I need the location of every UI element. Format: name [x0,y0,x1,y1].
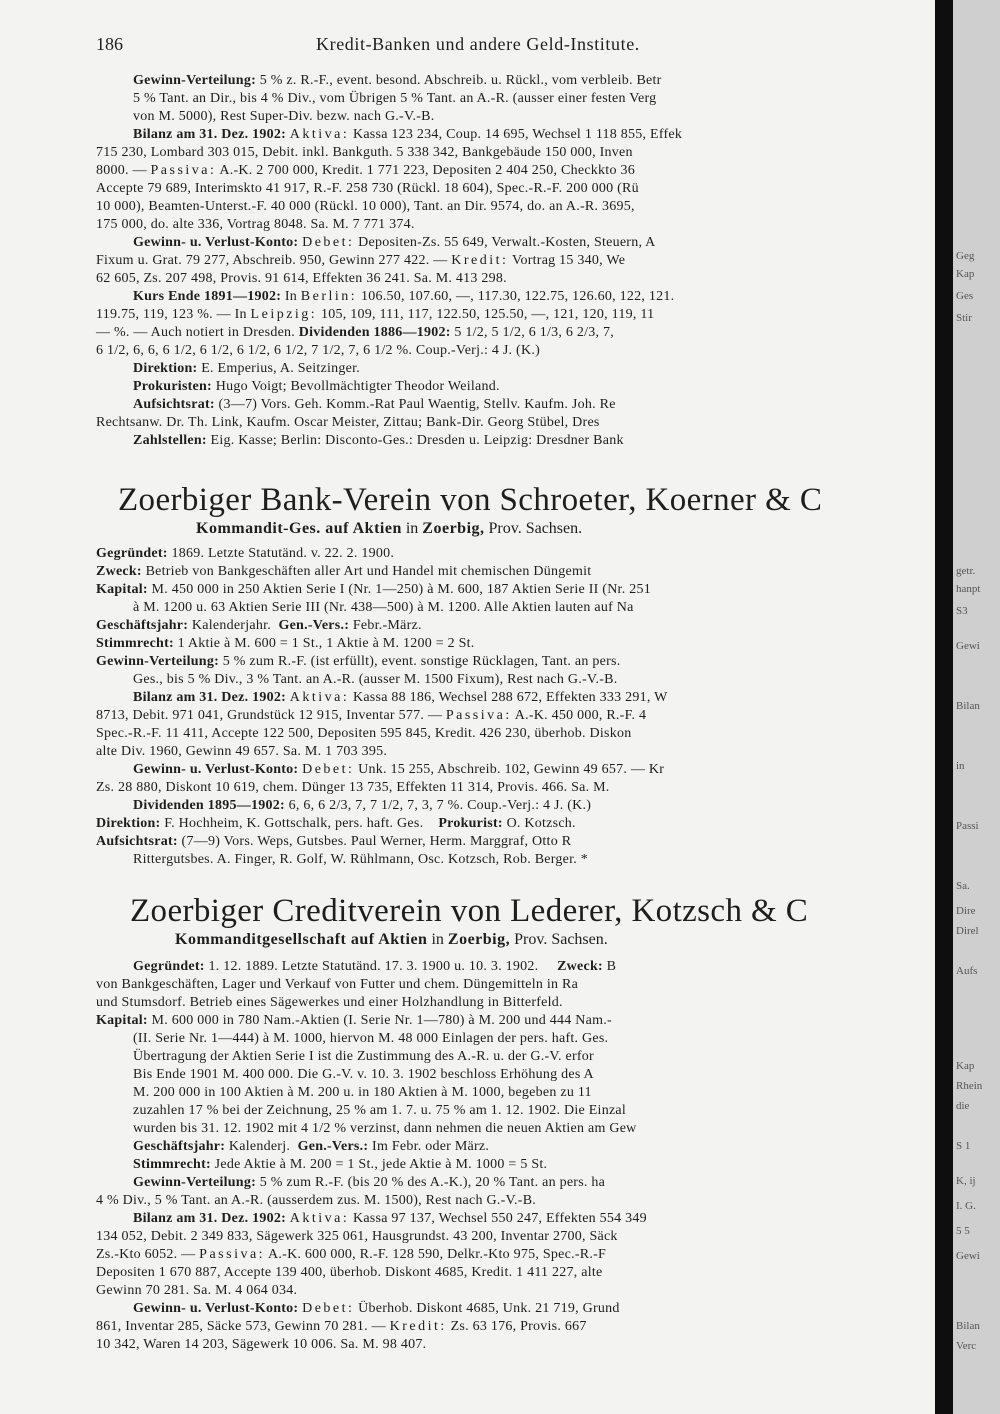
entry3-line: Gewinn 70 281. Sa. M. 4 064 034. [96,1283,298,1298]
adjacent-page-fragment: Bilan [956,700,980,712]
entry2-line: Aufsichtsrat: (7—9) Vors. Weps, Gutsbes. Paul Werner, Herm. Marggraf, Otto R [96,834,572,849]
adjacent-page-fragment: hanpt [956,583,981,595]
adjacent-page-fragment: S3 [956,605,968,617]
running-title: Kredit-Banken und andere Geld-Institute. [316,34,640,54]
entry3-line: Übertragung der Aktien Serie I ist die Zustimmung des A.-R. u. der G.-V. erfor [133,1049,594,1064]
adjacent-page-fragment: Dire [956,905,976,917]
entry1-line: 10 000), Beamten-Unterst.-F. 40 000 (Rückl. 10 000), Tant. an Dir. 9574, do. an A.-R. 3695, [96,199,635,214]
entry1-line: Direktion: E. Emperius, A. Seitzinger. [133,361,360,376]
entry3-line: von Bankgeschäften, Lager und Verkauf von Futter und chem. Düngemitteln in Ra [96,977,579,992]
entry3-line: Gegründet: 1. 12. 1889. Letzte Statutänd. 17. 3. 1900 u. 10. 3. 1902. Zweck: B [133,959,617,974]
entry1-line: Kurs Ende 1891—1902: In Berlin: 106.50, 107.60, —, 117.30, 122.75, 126.60, 122, 121. [133,289,675,304]
entry2-line: 8713, Debit. 971 041, Grundstück 12 915, Inventar 577. — Passiva: A.-K. 450 000, R.-F. 4 [96,708,647,723]
adjacent-page-fragment: S 1 [956,1140,971,1152]
entry3-line: Gewinn- u. Verlust-Konto: Debet: Überhob. Diskont 4685, Unk. 21 719, Grund [133,1301,620,1316]
adjacent-page-fragment: I. G. [956,1200,976,1212]
entry3-line: Geschäftsjahr: Kalenderj. Gen.-Vers.: Im Febr. oder März. [133,1139,490,1154]
entry2-line: Rittergutsbes. A. Finger, R. Golf, W. Rühlmann, Osc. Kotzsch, Rob. Berger. * [133,852,589,867]
entry2-line: Dividenden 1895—1902: 6, 6, 6 2/3, 7, 7 1/2, 7, 3, 7 %. Coup.-Verj.: 4 J. (K.) [133,798,592,813]
entry3-line: und Stumsdorf. Betrieb eines Sägewerkes und einer Holzhandlung in Bitterfeld. [96,995,563,1010]
adjacent-page-fragment: Sa. [956,880,970,892]
entry1-line: Prokuristen: Hugo Voigt; Bevollmächtigter Theodor Weiland. [133,379,500,394]
entry3-line: Kapital: M. 600 000 in 780 Nam.-Aktien (I. Serie Nr. 1—780) à M. 200 und 444 Nam.- [96,1013,612,1028]
adjacent-page-fragment: getr. [956,565,976,577]
adjacent-page-fragment: Passi [956,820,979,832]
adjacent-page-fragment: Ges [956,290,974,302]
entry1-line: Bilanz am 31. Dez. 1902: Aktiva: Kassa 123 234, Coup. 14 695, Wechsel 1 118 855, Effek [133,127,683,142]
adjacent-page-fragment: Gewi [956,640,980,652]
adjacent-page-fragment: Kap [956,1060,975,1072]
entry1-line: Fixum u. Grat. 79 277, Abschreib. 950, Gewinn 277 422. — Kredit: Vortrag 15 340, We [96,253,626,268]
entry2-title: Zoerbiger Bank-Verein von Schroeter, Koerner & C [118,482,823,518]
entry3-line: wurden bis 31. 12. 1902 mit 4 1/2 % verzinst, dann nehmen die neuen Aktien am Gew [133,1121,637,1136]
entry1-line: Zahlstellen: Eig. Kasse; Berlin: Disconto-Ges.: Dresden u. Leipzig: Dresdner Bank [133,433,624,448]
adjacent-page-fragment: Geg [956,250,975,262]
entry2-line: Geschäftsjahr: Kalenderjahr. Gen.-Vers.: Febr.-März. [96,618,422,633]
adjacent-page-fragment: Direl [956,925,979,937]
entry3-line: Bilanz am 31. Dez. 1902: Aktiva: Kassa 97 137, Wechsel 550 247, Effekten 554 349 [133,1211,647,1226]
entry2-line: Stimmrecht: 1 Aktie à M. 600 = 1 St., 1 Aktie à M. 1200 = 2 St. [96,636,475,651]
adjacent-page-fragment: Bilan [956,1320,980,1332]
entry1-line: von M. 5000), Rest Super-Div. bezw. nach G.-V.-B. [133,109,435,124]
entry3-subtitle: Kommanditgesellschaft auf Aktien in Zoerbig, Prov. Sachsen. [175,931,608,948]
entry2-line: Ges., bis 5 % Div., 3 % Tant. an A.-R. (ausser M. 1500 Fixum), Rest nach G.-V.-B. [133,672,618,687]
entry2-line: Gewinn-Verteilung: 5 % zum R.-F. (ist erfüllt), event. sonstige Rücklagen, Tant. an pers. [96,654,621,669]
entry2-line: Bilanz am 31. Dez. 1902: Aktiva: Kassa 88 186, Wechsel 288 672, Effekten 333 291, W [133,690,668,705]
adjacent-page-strip [953,0,1000,1414]
entry3-line: zuzahlen 17 % bei der Zeichnung, 25 % am 1. 7. u. 75 % am 1. 12. 1902. Die Einzal [133,1103,627,1118]
adjacent-page-fragment: Gewi [956,1250,980,1262]
entry1-line: 62 605, Zs. 207 498, Provis. 91 614, Effekten 36 241. Sa. M. 413 298. [96,271,507,286]
entry1-line: 715 230, Lombard 303 015, Debit. inkl. Bankguth. 5 338 342, Bankgebäude 150 000, Inven [96,145,633,160]
adjacent-page-fragment: Verc [956,1340,977,1352]
adjacent-page-fragment: Stir [956,312,972,324]
entry3-line: 4 % Div., 5 % Tant. an A.-R. (ausserdem zus. M. 1500), Rest nach G.-V.-B. [96,1193,537,1208]
entry3-line: 10 342, Waren 14 203, Sägewerk 10 006. Sa. M. 98 407. [96,1337,427,1352]
page-gutter-shadow [935,0,953,1414]
entry2-line: Kapital: M. 450 000 in 250 Aktien Serie I (Nr. 1—250) à M. 600, 187 Aktien Serie II (Nr. 251 [96,582,651,597]
entry1-line: 5 % Tant. an Dir., bis 4 % Div., vom Übrigen 5 % Tant. an A.-R. (ausser einer festen Verg [133,91,657,106]
entry3-line: Zs.-Kto 6052. — Passiva: A.-K. 600 000, R.-F. 128 590, Delkr.-Kto 975, Spec.-R.-F [96,1247,607,1262]
entry1-line: 6 1/2, 6, 6, 6 1/2, 6 1/2, 6 1/2, 6 1/2, 7 1/2, 7, 6 1/2 %. Coup.-Verj.: 4 J. (K.) [96,343,540,358]
entry3-title: Zoerbiger Creditverein von Lederer, Kotzsch & C [130,893,809,929]
entry2-line: alte Div. 1960, Gewinn 49 657. Sa. M. 1 703 395. [96,744,388,759]
entry1-line: Rechtsanw. Dr. Th. Link, Kaufm. Oscar Meister, Zittau; Bank-Dir. Georg Stübel, Dres [96,415,600,430]
entry2-line: Gewinn- u. Verlust-Konto: Debet: Unk. 15 255, Abschreib. 102, Gewinn 49 657. — Kr [133,762,665,777]
adjacent-page-fragment: K, ij [956,1175,976,1187]
entry2-line: Zs. 28 880, Diskont 10 619, chem. Dünger 13 735, Effekten 11 314, Provis. 466. Sa. M. [96,780,610,795]
entry2-line: Spec.-R.-F. 11 411, Accepte 122 500, Depositen 595 845, Kredit. 426 230, überhob. Diskon [96,726,632,741]
entry3-line: (II. Serie Nr. 1—444) à M. 1000, hiervon M. 48 000 Einlagen der pers. haft. Ges. [133,1031,609,1046]
entry3-line: M. 200 000 in 100 Aktien à M. 200 u. in 180 Aktien à M. 1000, begeben zu 11 [133,1085,592,1100]
entry3-line: 134 052, Debit. 2 349 833, Sägewerk 325 061, Hausgrundst. 43 200, Inventar 2700, Säck [96,1229,618,1244]
adjacent-page-fragment: Aufs [956,965,978,977]
entry1-line: Accepte 79 689, Interimskto 41 917, R.-F. 258 730 (Rückl. 18 604), Spec.-R.-F. 200 000 (Rü [96,181,639,196]
adjacent-page-fragment: 5 5 [956,1225,970,1237]
entry1-line: Aufsichtsrat: (3—7) Vors. Geh. Komm.-Rat Paul Waentig, Stellv. Kaufm. Joh. Re [133,397,616,412]
entry3-line: Gewinn-Verteilung: 5 % zum R.-F. (bis 20 % des A.-K.), 20 % Tant. an pers. ha [133,1175,606,1190]
entry2-line: à M. 1200 u. 63 Aktien Serie III (Nr. 438—500) à M. 1200. Alle Aktien lauten auf Na [133,600,634,615]
adjacent-page-fragment: Rhein [956,1080,983,1092]
page-number: 186 [96,34,123,54]
entry1-line: 175 000, do. alte 336, Vortrag 8048. Sa. M. 7 771 374. [96,217,415,232]
adjacent-page-fragment: Kap [956,268,975,280]
entry2-line: Zweck: Betrieb von Bankgeschäften aller Art und Handel mit chemischen Düngemit [96,564,592,579]
entry2-line: Direktion: F. Hochheim, K. Gottschalk, pers. haft. Ges. Prokurist: O. Kotzsch. [96,816,576,831]
entry2-line: Gegründet: 1869. Letzte Statutänd. v. 22. 2. 1900. [96,546,395,561]
entry1-line: Gewinn-Verteilung: 5 % z. R.-F., event. besond. Abschreib. u. Rückl., vom verbleib. Betr [133,73,662,88]
entry3-line: Stimmrecht: Jede Aktie à M. 200 = 1 St., jede Aktie à M. 1000 = 5 St. [133,1157,548,1172]
entry3-line: Bis Ende 1901 M. 400 000. Die G.-V. v. 10. 3. 1902 beschloss Erhöhung des A [133,1067,594,1082]
entry3-line: 861, Inventar 285, Säcke 573, Gewinn 70 281. — Kredit: Zs. 63 176, Provis. 667 [96,1319,587,1334]
entry1-line: 8000. — Passiva: A.-K. 2 700 000, Kredit. 1 771 223, Depositen 2 404 250, Checkkto 36 [96,163,635,178]
entry1-line: 119.75, 119, 123 %. — In Leipzig: 105, 109, 111, 117, 122.50, 125.50, —, 121, 120, 119, 11 [96,307,655,322]
adjacent-page-fragment: in [956,760,965,772]
entry1-line: Gewinn- u. Verlust-Konto: Debet: Depositen-Zs. 55 649, Verwalt.-Kosten, Steuern, A [133,235,656,250]
adjacent-page-fragment: die [956,1100,970,1112]
entry1-line: — %. — Auch notiert in Dresden. Dividenden 1886—1902: 5 1/2, 5 1/2, 6 1/3, 6 2/3, 7, [96,325,614,340]
entry3-line: Depositen 1 670 887, Accepte 139 400, überhob. Diskont 4685, Kredit. 1 411 227, alte [96,1265,603,1280]
entry2-subtitle: Kommandit-Ges. auf Aktien in Zoerbig, Prov. Sachsen. [196,520,583,537]
